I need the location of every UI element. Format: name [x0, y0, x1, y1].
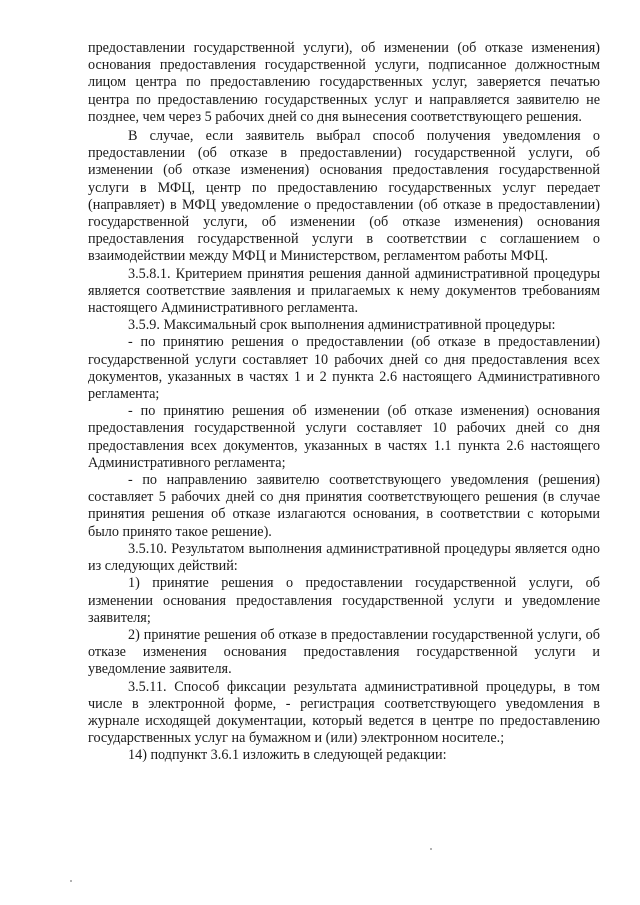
paragraph-3-5-9: 3.5.9. Максимальный срок выполнения административной процедуры:: [128, 317, 556, 334]
list-item-decision-deadline: - по принятию решения о предоставлении (об отказе в предоставлении) государственной услуги составляет 10 рабочих дней со дня предоставления всех документов, указанных в частях 1 и 2 пункта 2.6 настоящего Административного регламента;: [88, 334, 600, 403]
list-item-change-deadline: - по принятию решения об изменении (об отказе изменения) основания предоставления государственной услуги составляет 10 рабочих дней со дня предоставления всех документов, указанных в частях 1.1 пункта 2.6 настоящего Административного регламента;: [88, 403, 600, 471]
paragraph-mfc-notification: В случае, если заявитель выбрал способ получения уведомления о предоставлении (об отказе в предоставлении) государственной услуги, об изменении (об отказе изменения) основания предоставления государственной услуги в МФЦ, центр по предоставлению государственных услуг передает (направляет) в МФЦ уведомление о предоставлении (об отказе в предоставлении) государственной услуги, об изменении (об отказе изменения) основания предоставления государственной услуги в соответствии с соглашением о взаимодействии между МФЦ и Министерством, регламентом работы МФЦ.: [88, 128, 600, 265]
paragraph-3-5-11: 3.5.11. Способ фиксации результата административной процедуры, в том числе в электронной форме, - регистрация соответствующего уведомления в журнале исходящей документации, который ведется в центре по предоставлению государственных услуг на бумажном и (или) электронном носителе.;: [88, 678, 600, 747]
list-item-result-2: 2) принятие решения об отказе в предоставлении государственной услуги, об отказе изменения основания предоставления государственной услуги и уведомление заявителя.: [88, 626, 600, 678]
scan-speck: [430, 848, 432, 850]
paragraph-item-14: 14) подпункт 3.6.1 изложить в следующей редакции:: [128, 747, 447, 764]
paragraph-continuation: предоставлении государственной услуги), об изменении (об отказе изменения) основания предоставления государственной услуги, подписанное должностным лицом центра по предоставлению государственных услуг, заверяется печатью центра по предоставлению государственных услуг и направляется заявителю не позднее, чем через 5 рабочих дней со дня вынесения соответствующего решения.: [88, 40, 600, 125]
list-item-result-1: 1) принятие решения о предоставлении государственной услуги, об изменении основания предоставления государственной услуги и уведомление заявителя;: [88, 575, 600, 626]
paragraph-3-5-8-1: 3.5.8.1. Критерием принятия решения данной административной процедуры является соответствие заявления и прилагаемых к нему документов требованиям настоящего Административного регламента.: [88, 265, 600, 317]
scan-speck: [70, 880, 72, 882]
list-item-notification-deadline: - по направлению заявителю соответствующего уведомления (решения) составляет 5 рабочих дней со дня принятия соответствующего решения (в случае принятия решения об отказе излагаются основания, в соответствии с которыми было принято такое решение).: [88, 472, 600, 540]
paragraph-3-5-10: 3.5.10. Результатом выполнения административной процедуры является одно из следующих действий:: [88, 540, 600, 575]
